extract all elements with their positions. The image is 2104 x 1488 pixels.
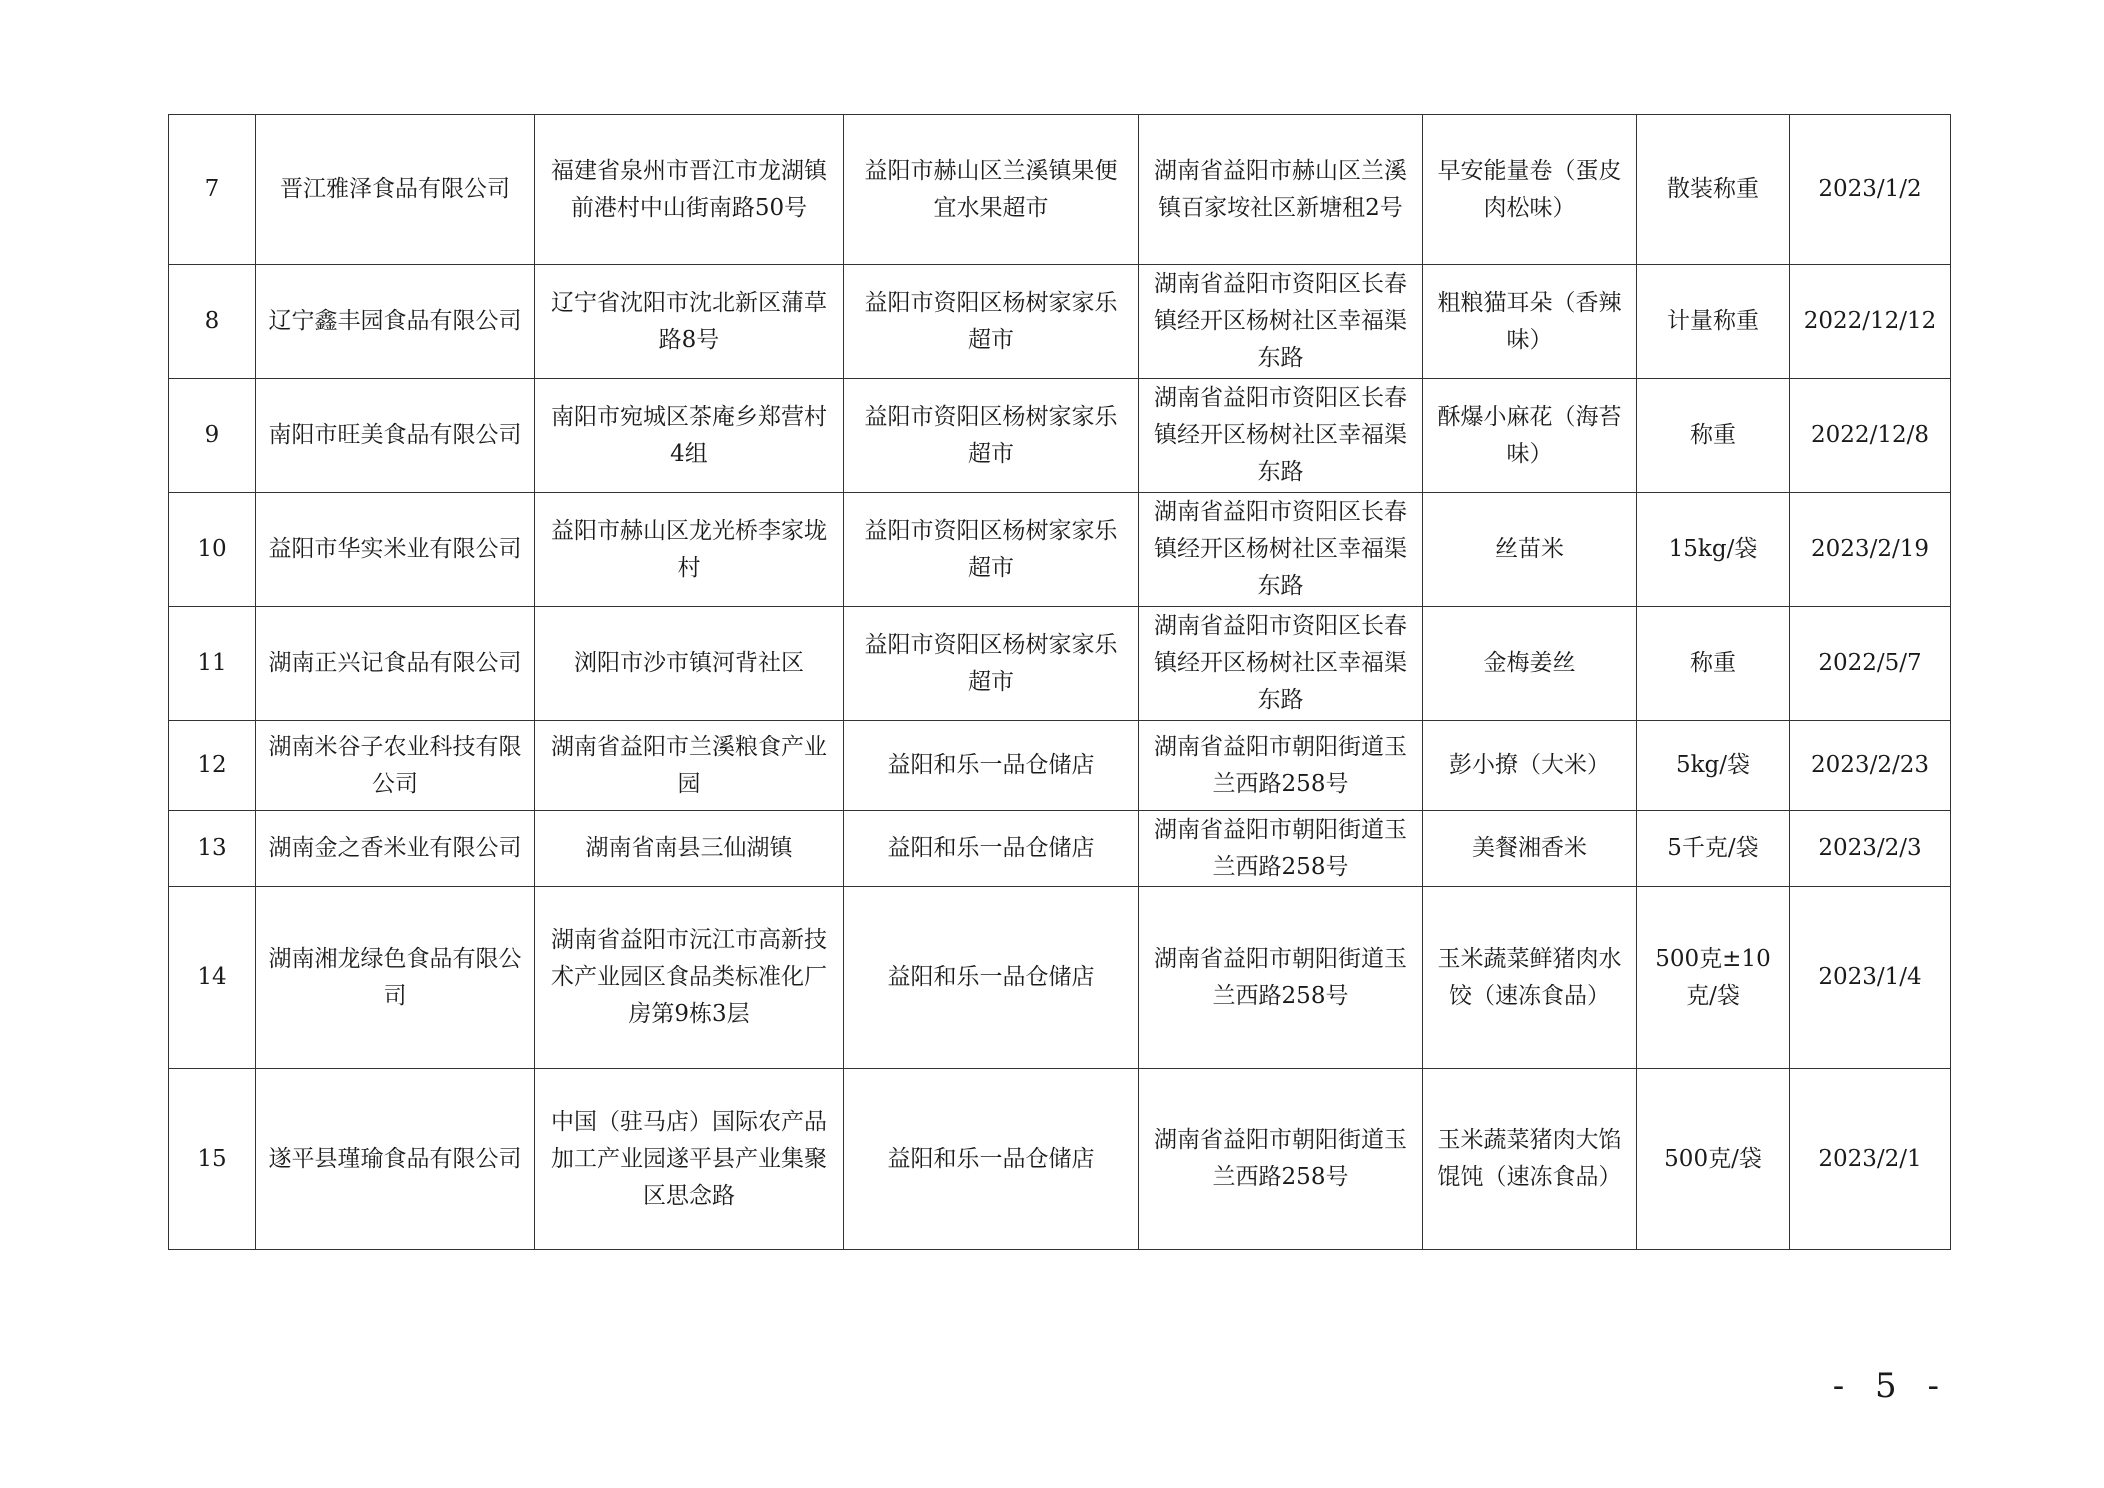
cell-seller: 益阳市资阳区杨树家家乐超市 xyxy=(844,607,1139,721)
cell-seller: 益阳市资阳区杨树家家乐超市 xyxy=(844,265,1139,379)
table-row xyxy=(169,887,1951,1069)
cell-no: 8 xyxy=(169,265,256,379)
cell-spec: 称重 xyxy=(1637,607,1790,721)
cell-seller: 益阳市资阳区杨树家家乐超市 xyxy=(844,379,1139,493)
cell-producer: 遂平县瑾瑜食品有限公司 xyxy=(256,1069,535,1250)
cell-producer: 湖南米谷子农业科技有限公司 xyxy=(256,721,535,811)
cell-no: 9 xyxy=(169,379,256,493)
cell-seller: 益阳市资阳区杨树家家乐超市 xyxy=(844,493,1139,607)
cell-producer: 晋江雅泽食品有限公司 xyxy=(256,115,535,265)
cell-no: 7 xyxy=(169,115,256,265)
cell-producer-address: 中国（驻马店）国际农产品加工产业园遂平县产业集聚区思念路 xyxy=(535,1069,844,1250)
cell-date: 2023/2/1 xyxy=(1790,1069,1951,1250)
cell-seller-address: 湖南省益阳市朝阳街道玉兰西路258号 xyxy=(1139,887,1423,1069)
cell-product: 彭小撩（大米） xyxy=(1423,721,1637,811)
cell-date: 2023/1/2 xyxy=(1790,115,1951,265)
cell-spec: 称重 xyxy=(1637,379,1790,493)
cell-seller-address: 湖南省益阳市资阳区长春镇经开区杨树社区幸福渠东路 xyxy=(1139,493,1423,607)
cell-seller-address: 湖南省益阳市朝阳街道玉兰西路258号 xyxy=(1139,1069,1423,1250)
cell-producer: 益阳市华实米业有限公司 xyxy=(256,493,535,607)
page-number: - 5 - xyxy=(1832,1366,1949,1406)
cell-producer: 湖南湘龙绿色食品有限公司 xyxy=(256,887,535,1069)
cell-seller-address: 湖南省益阳市朝阳街道玉兰西路258号 xyxy=(1139,811,1423,887)
cell-seller: 益阳和乐一品仓储店 xyxy=(844,887,1139,1069)
table-row xyxy=(169,1069,1951,1250)
cell-seller-address: 湖南省益阳市资阳区长春镇经开区杨树社区幸福渠东路 xyxy=(1139,607,1423,721)
table-row xyxy=(169,493,1951,607)
cell-producer-address: 福建省泉州市晋江市龙湖镇前港村中山街南路50号 xyxy=(535,115,844,265)
cell-date: 2022/5/7 xyxy=(1790,607,1951,721)
cell-date: 2022/12/8 xyxy=(1790,379,1951,493)
cell-product: 早安能量卷（蛋皮肉松味） xyxy=(1423,115,1637,265)
cell-spec: 散装称重 xyxy=(1637,115,1790,265)
cell-producer-address: 浏阳市沙市镇河背社区 xyxy=(535,607,844,721)
table-row xyxy=(169,379,1951,493)
cell-seller-address: 湖南省益阳市赫山区兰溪镇百家垵社区新塘租2号 xyxy=(1139,115,1423,265)
cell-seller-address: 湖南省益阳市资阳区长春镇经开区杨树社区幸福渠东路 xyxy=(1139,265,1423,379)
cell-spec: 15kg/袋 xyxy=(1637,493,1790,607)
cell-seller: 益阳和乐一品仓储店 xyxy=(844,1069,1139,1250)
cell-producer: 湖南金之香米业有限公司 xyxy=(256,811,535,887)
cell-producer-address: 益阳市赫山区龙光桥李家垅村 xyxy=(535,493,844,607)
table-row xyxy=(169,721,1951,811)
cell-producer-address: 南阳市宛城区茶庵乡郑营村4组 xyxy=(535,379,844,493)
cell-producer-address: 湖南省益阳市沅江市高新技术产业园区食品类标准化厂房第9栋3层 xyxy=(535,887,844,1069)
cell-producer: 湖南正兴记食品有限公司 xyxy=(256,607,535,721)
cell-date: 2023/2/19 xyxy=(1790,493,1951,607)
cell-product: 玉米蔬菜猪肉大馅馄饨（速冻食品） xyxy=(1423,1069,1637,1250)
cell-date: 2023/1/4 xyxy=(1790,887,1951,1069)
cell-product: 丝苗米 xyxy=(1423,493,1637,607)
table-row xyxy=(169,265,1951,379)
cell-producer-address: 湖南省南县三仙湖镇 xyxy=(535,811,844,887)
cell-date: 2023/2/23 xyxy=(1790,721,1951,811)
cell-spec: 5千克/袋 xyxy=(1637,811,1790,887)
cell-product: 金梅姜丝 xyxy=(1423,607,1637,721)
cell-product: 玉米蔬菜鲜猪肉水饺（速冻食品） xyxy=(1423,887,1637,1069)
cell-no: 13 xyxy=(169,811,256,887)
cell-no: 14 xyxy=(169,887,256,1069)
cell-product: 美餐湘香米 xyxy=(1423,811,1637,887)
inspection-results-table xyxy=(168,114,1951,1250)
cell-date: 2022/12/12 xyxy=(1790,265,1951,379)
cell-producer: 南阳市旺美食品有限公司 xyxy=(256,379,535,493)
cell-product: 酥爆小麻花（海苔味） xyxy=(1423,379,1637,493)
cell-spec: 500克/袋 xyxy=(1637,1069,1790,1250)
cell-no: 15 xyxy=(169,1069,256,1250)
table-row xyxy=(169,811,1951,887)
cell-no: 10 xyxy=(169,493,256,607)
cell-product: 粗粮猫耳朵（香辣味） xyxy=(1423,265,1637,379)
cell-spec: 计量称重 xyxy=(1637,265,1790,379)
cell-seller-address: 湖南省益阳市资阳区长春镇经开区杨树社区幸福渠东路 xyxy=(1139,379,1423,493)
cell-producer-address: 辽宁省沈阳市沈北新区蒲草路8号 xyxy=(535,265,844,379)
cell-no: 11 xyxy=(169,607,256,721)
table-row xyxy=(169,115,1951,265)
cell-producer-address: 湖南省益阳市兰溪粮食产业园 xyxy=(535,721,844,811)
cell-producer: 辽宁鑫丰园食品有限公司 xyxy=(256,265,535,379)
cell-seller: 益阳和乐一品仓储店 xyxy=(844,721,1139,811)
cell-seller-address: 湖南省益阳市朝阳街道玉兰西路258号 xyxy=(1139,721,1423,811)
cell-spec: 5kg/袋 xyxy=(1637,721,1790,811)
table-row xyxy=(169,607,1951,721)
cell-seller: 益阳和乐一品仓储店 xyxy=(844,811,1139,887)
cell-seller: 益阳市赫山区兰溪镇果便宜水果超市 xyxy=(844,115,1139,265)
cell-spec: 500克±10克/袋 xyxy=(1637,887,1790,1069)
cell-no: 12 xyxy=(169,721,256,811)
cell-date: 2023/2/3 xyxy=(1790,811,1951,887)
